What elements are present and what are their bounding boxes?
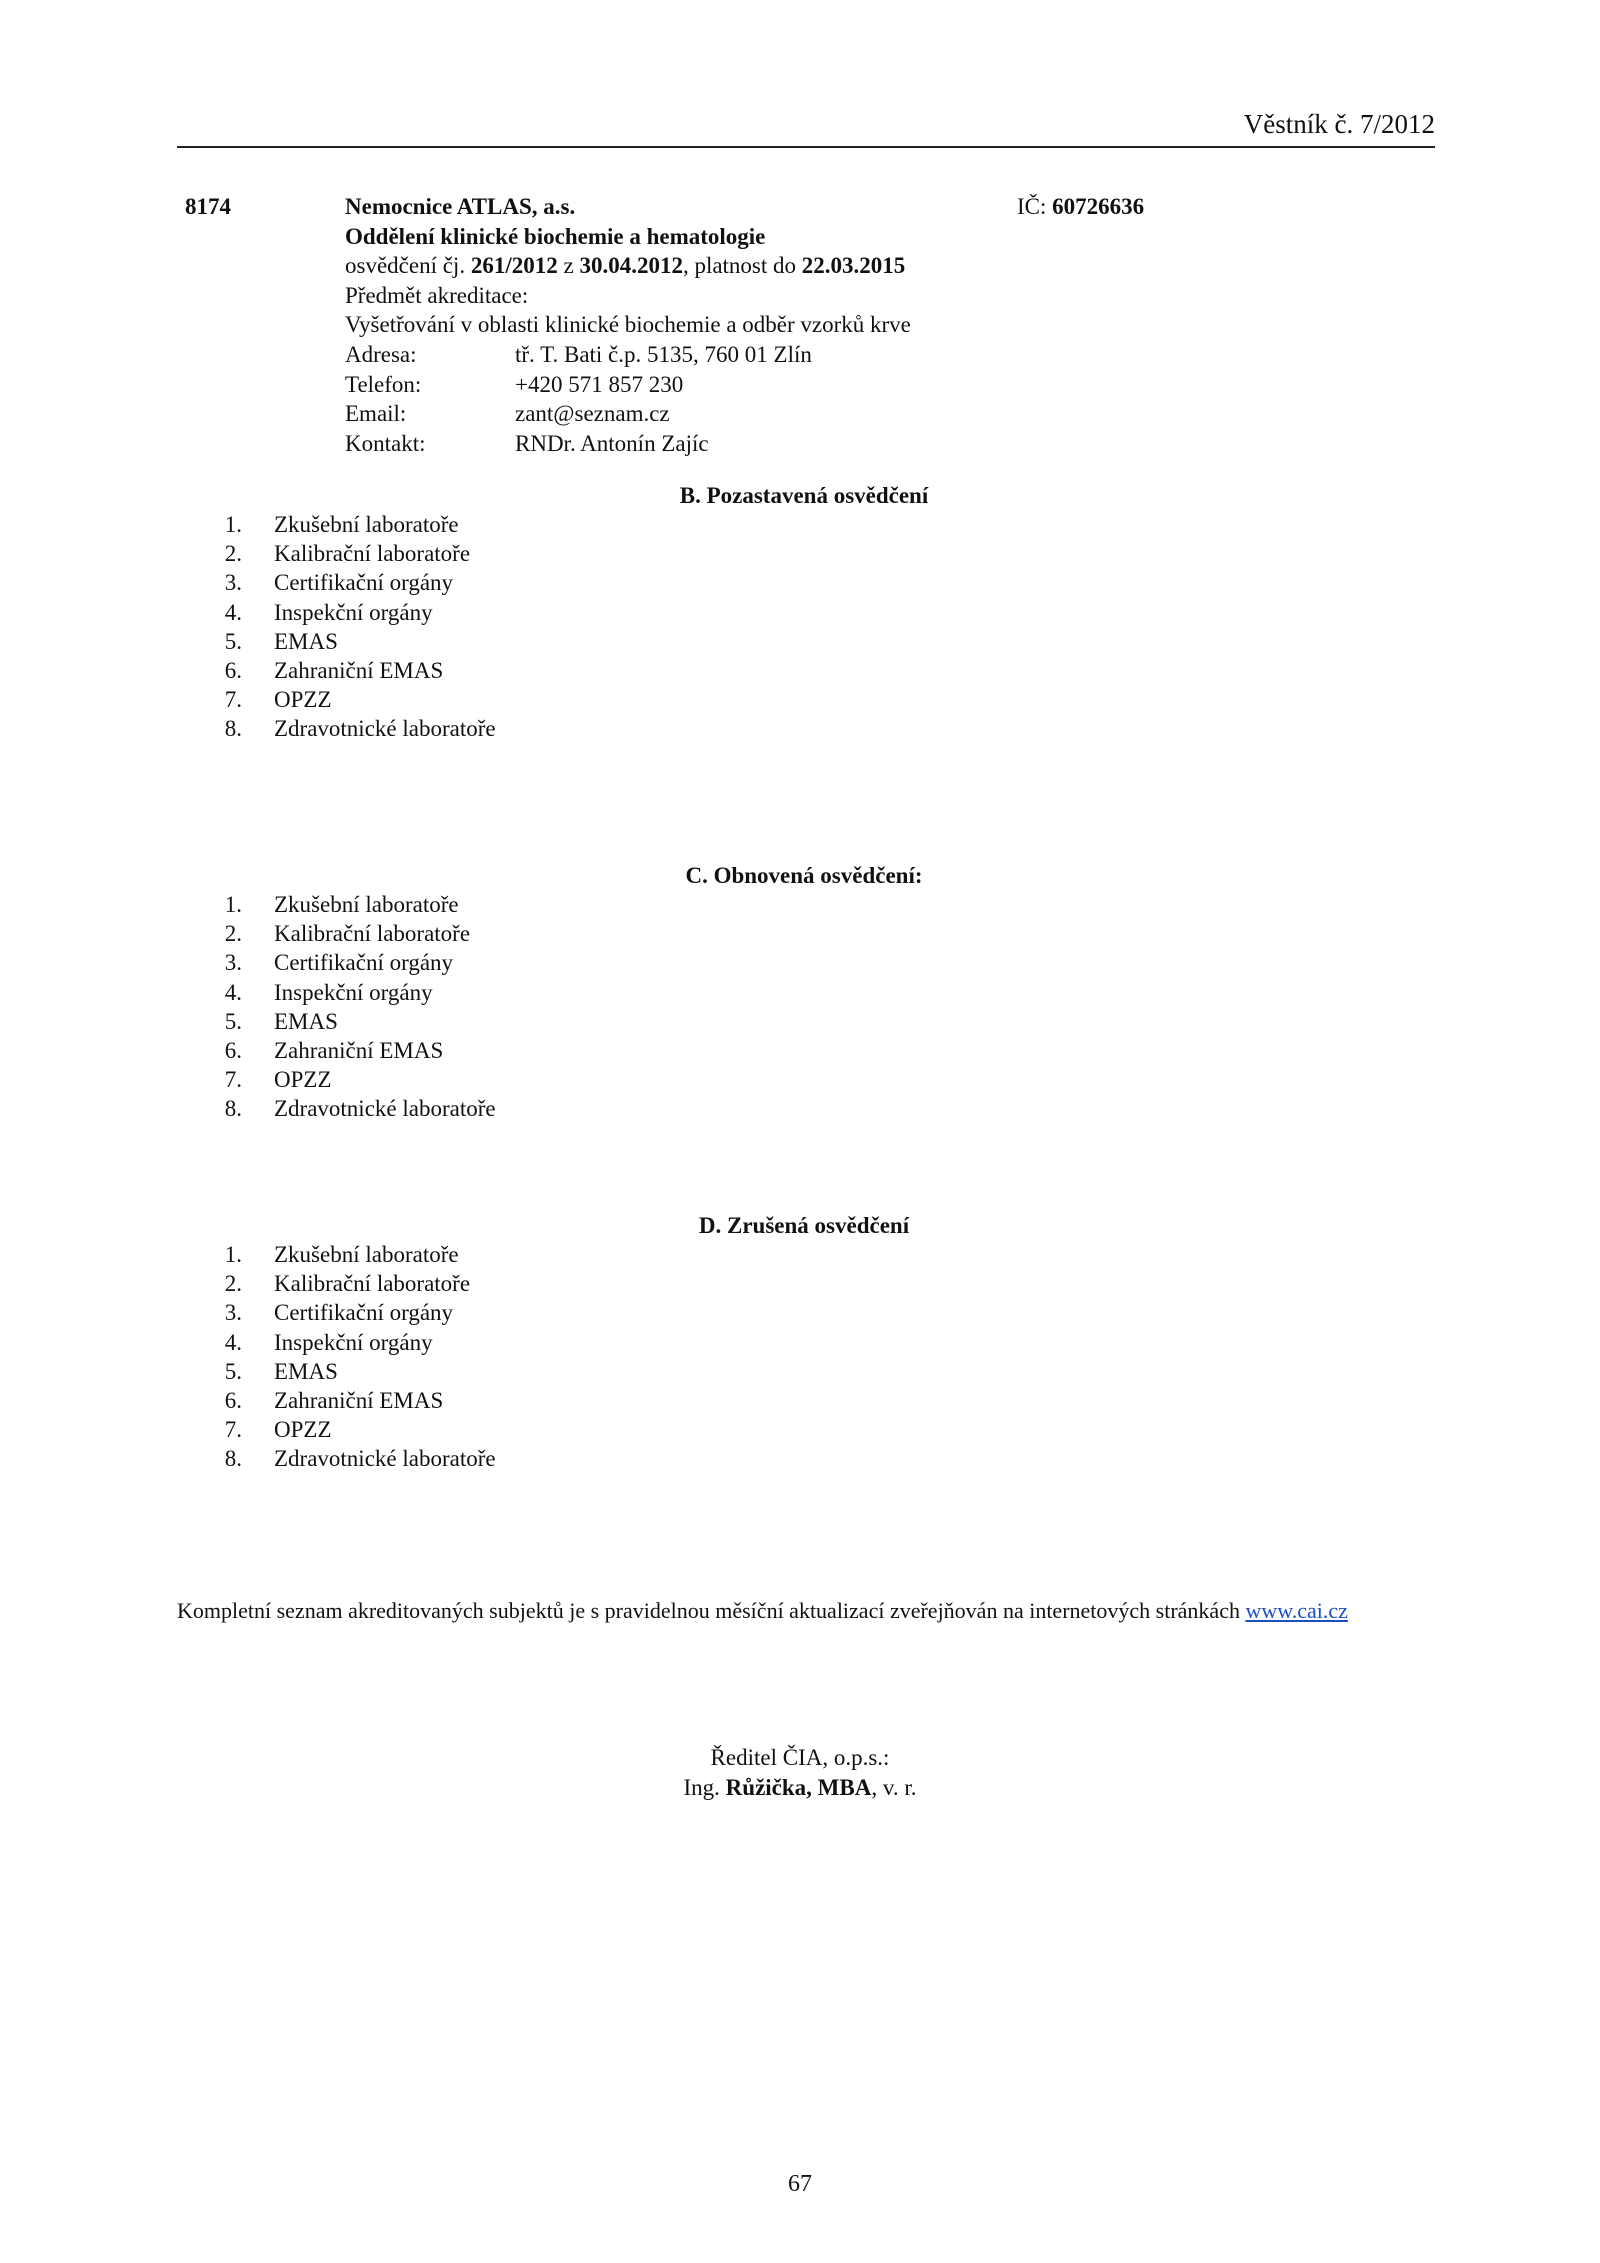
list-number: 1.: [224, 1242, 242, 1267]
contact-label: Telefon:: [345, 371, 422, 397]
list-number: 4.: [224, 1329, 242, 1355]
cert-number: 261/2012: [470, 253, 558, 278]
signature-block: [0, 1743, 1600, 1803]
list-number: 2.: [224, 921, 242, 947]
contact-value: RNDr. Antonín Zajíc: [515, 430, 709, 456]
page-number: 67: [788, 2171, 812, 2197]
list-text: Zdravotnické laboratoře: [274, 1446, 496, 1472]
ic-label: IČ:: [1017, 194, 1053, 219]
list-text: Zkušební laboratoře: [274, 512, 459, 537]
list-number: 3.: [224, 950, 242, 976]
list-number: 8.: [224, 1446, 242, 1472]
list-number: 2.: [224, 1271, 242, 1297]
list-number: 3.: [224, 1300, 242, 1326]
list-number: 7.: [224, 1417, 242, 1443]
contact-label: Adresa:: [345, 342, 417, 367]
list-text: OPZZ: [274, 1417, 332, 1443]
list-text: Zkušební laboratoře: [274, 1242, 459, 1267]
signature-name-suffix: , v. r.: [871, 1775, 917, 1800]
signature-name-prefix: Ing.: [683, 1775, 726, 1800]
list-number: 4.: [224, 599, 242, 625]
cert-date: 30.04.2012: [579, 253, 683, 278]
list-text: OPZZ: [274, 1067, 332, 1093]
ic-value: 60726636: [1052, 194, 1145, 219]
list-number: 6.: [224, 657, 242, 683]
cert-valid-until: 22.03.2015: [801, 253, 906, 278]
contact-label: Email:: [345, 401, 407, 426]
list-text: Zahraniční EMAS: [274, 1387, 444, 1413]
list-number: 5.: [224, 1008, 242, 1034]
list-text: Certifikační orgány: [274, 570, 454, 596]
list-text: Kalibrační laboratoře: [274, 1271, 471, 1297]
ic-number: [1017, 192, 1144, 221]
list-text: Zdravotnické laboratoře: [274, 1096, 496, 1122]
org-name: Nemocnice ATLAS, a.s.: [345, 194, 576, 219]
list-text: Kalibrační laboratoře: [274, 541, 471, 567]
organization-block: [345, 192, 911, 340]
list-text: Inspekční orgány: [274, 1329, 433, 1355]
list-text: Zahraniční EMAS: [274, 657, 444, 683]
list-number: 6.: [224, 1387, 242, 1413]
subject-label: Předmět akreditace:: [345, 282, 529, 308]
list-text: EMAS: [274, 628, 338, 654]
signature-name: Růžička, MBA: [725, 1775, 872, 1800]
list-number: 5.: [224, 1358, 242, 1384]
subject-value: Vyšetřování v oblasti klinické biochemie a odběr vzorků krve: [345, 312, 911, 337]
list-text: Inspekční orgány: [274, 979, 433, 1005]
list-number: 7.: [224, 1067, 242, 1093]
list-number: 8.: [224, 1096, 242, 1122]
website-link[interactable]: www.cai.cz: [1245, 1598, 1348, 1623]
contact-value: zant@seznam.cz: [515, 401, 670, 426]
header-divider: [177, 146, 1435, 148]
list-text: Zkušební laboratoře: [274, 892, 459, 917]
contact-label: Kontakt:: [345, 430, 426, 456]
footer-note-text: Kompletní seznam akreditovaných subjektů je s pravidelnou měsíční aktualizací zveřejňován na internetových stránkách: [177, 1598, 1246, 1623]
list-number: 8.: [224, 716, 242, 742]
list-text: Kalibrační laboratoře: [274, 921, 471, 947]
entry-number: 8174: [185, 194, 231, 219]
list-number: 4.: [224, 979, 242, 1005]
list-text: Certifikační orgány: [274, 950, 454, 976]
list-text: Zdravotnické laboratoře: [274, 716, 496, 742]
signature-name-line: [0, 1773, 1600, 1803]
journal-title: Věstník č. 7/2012: [1243, 109, 1435, 139]
contact-value: +420 571 857 230: [515, 371, 684, 397]
cert-prefix: osvědčení čj.: [345, 253, 471, 278]
list-number: 2.: [224, 541, 242, 567]
list-number: 7.: [224, 687, 242, 713]
list-number: 6.: [224, 1037, 242, 1063]
list-text: OPZZ: [274, 687, 332, 713]
cert-mid: z: [557, 253, 580, 278]
list-text: Inspekční orgány: [274, 599, 433, 625]
certificate-line: [345, 251, 911, 281]
list-text: EMAS: [274, 1358, 338, 1384]
department-name: Oddělení klinické biochemie a hematologie: [345, 223, 766, 249]
footer-note: [177, 1596, 1348, 1625]
list-text: EMAS: [274, 1008, 338, 1034]
list-number: 1.: [224, 892, 242, 917]
cert-valid-prefix: , platnost do: [682, 253, 802, 278]
signature-title: Ředitel ČIA, o.p.s.:: [710, 1745, 890, 1770]
section-heading: C. Obnovená osvědčení:: [685, 863, 923, 888]
list-number: 3.: [224, 570, 242, 596]
list-number: 1.: [224, 512, 242, 537]
section-heading: D. Zrušená osvědčení: [698, 1213, 910, 1238]
contact-value: tř. T. Bati č.p. 5135, 760 01 Zlín: [515, 342, 812, 367]
section-heading: B. Pozastavená osvědčení: [679, 483, 929, 508]
list-text: Zahraniční EMAS: [274, 1037, 444, 1063]
list-text: Certifikační orgány: [274, 1300, 454, 1326]
list-number: 5.: [224, 628, 242, 654]
